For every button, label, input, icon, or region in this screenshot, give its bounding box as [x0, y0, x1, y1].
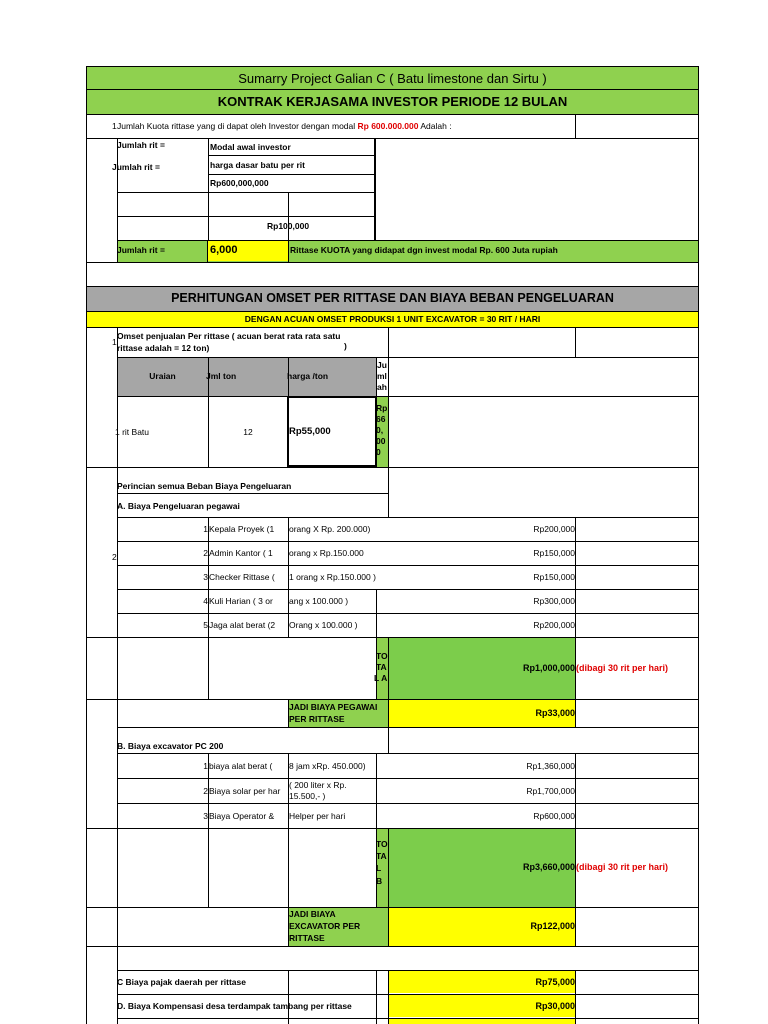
omset-row-jumlah-4: 00	[376, 436, 386, 446]
biaya-d-value: Rp30,000	[535, 1001, 575, 1011]
jadi-b-value: Rp122,000	[530, 921, 575, 931]
a-row-detail: orang X Rp. 200.000)	[289, 524, 371, 534]
omset-header-jumlah-1: Ju	[377, 360, 387, 370]
b-row-detail: 8 jam xRp. 450.000)	[289, 761, 366, 771]
a-row-detail: orang x Rp.150.000	[289, 548, 364, 558]
a-row-value: Rp200,000	[533, 524, 575, 534]
a-row-label: Checker Rittase (	[209, 572, 275, 582]
a-row-number: 2	[203, 548, 208, 558]
section2-title: PERHITUNGAN OMSET PER RITTASE DAN BIAYA BEBAN PENGELUARAN	[171, 291, 614, 305]
omset-row-jumlah-5: 0	[376, 447, 381, 457]
total-b-value: Rp3,660,000	[522, 862, 575, 872]
biaya-d-label: D. Biaya Kompensasi desa terdampak tambang per rittase	[117, 1001, 352, 1011]
total-b-label-1: TO	[376, 839, 388, 849]
jadi-b-label-3: RITTASE	[289, 933, 325, 943]
omset-header-jumlah-3: ah	[377, 382, 387, 392]
b-row-detail: 15.500,- )	[289, 791, 326, 801]
omset-desc-2: rittase adalah = 12 ton)	[117, 343, 210, 353]
total-a-label-2: TA	[376, 662, 387, 672]
a-row-number: 4	[203, 596, 208, 606]
jadi-a-label-1: JADI BIAYA PEGAWAI	[289, 702, 378, 712]
e-value-bg	[389, 1019, 575, 1024]
total-a-value: Rp1,000,000	[522, 663, 575, 673]
kuota-value: 6,000	[210, 244, 238, 256]
total-a-label-3: L A	[374, 673, 388, 683]
a-row-label: Kuli Harian ( 3 or	[209, 596, 273, 606]
biaya-c-value: Rp75,000	[535, 977, 575, 987]
omset-row-jumlah-3: 0,	[376, 425, 384, 435]
modal-label: Modal awal investor	[210, 142, 291, 152]
page-subtitle: KONTRAK KERJASAMA INVESTOR PERIODE 12 BULAN	[217, 94, 568, 109]
a-row-value: Rp150,000	[533, 548, 575, 558]
omset-desc-2b: )	[344, 341, 347, 351]
a-row-detail: ang x 100.000 )	[289, 596, 349, 606]
a-row-detail: Orang x 100.000 )	[289, 620, 358, 630]
b-row-detail: Helper per hari	[289, 811, 346, 821]
biaya-a-title: A. Biaya Pengeluaran pegawai	[117, 501, 240, 511]
jadi-a-label-2: PER RITTASE	[289, 714, 345, 724]
a-row-detail: 1 orang x Rp.150.000 )	[289, 572, 376, 582]
a-row-number: 5	[203, 620, 208, 630]
b-row-value: Rp600,000	[533, 811, 575, 821]
section2-subtitle: DENGAN ACUAN OMSET PRODUKSI 1 UNIT EXCAVATOR = 30 RIT / HARI	[244, 314, 541, 324]
b-row-value: Rp1,700,000	[526, 786, 575, 796]
b-row-value: Rp1,360,000	[526, 761, 575, 771]
s1-desc-amount: Rp 600.000.000	[357, 121, 419, 131]
a-row-label: Jaga alat berat (2	[209, 620, 276, 630]
jumlah-rit-label-2: Jumlah rit =	[112, 162, 160, 172]
b-row-number: 2	[203, 786, 208, 796]
modal-value: Rp600,000,000	[210, 178, 269, 188]
a-row-number: 1	[203, 524, 208, 534]
jadi-b-label-2: EXCAVATOR PER	[289, 921, 361, 931]
omset-row-harga: Rp55,000	[289, 426, 331, 437]
omset-header-jml: Jml ton	[206, 371, 237, 381]
omset-header-harga: harga /ton	[287, 371, 329, 381]
omset-number: 1	[112, 337, 117, 347]
omset-desc-1: Omset penjualan Per rittase ( acuan berat rata rata satu	[117, 331, 341, 341]
total-b-note: (dibagi 30 rit per hari)	[576, 862, 669, 872]
b-row-label: Biaya solar per har	[209, 786, 281, 796]
omset-header-jumlah-2: ml	[377, 371, 387, 381]
total-b-label-4: B	[376, 876, 383, 886]
jadi-b-label-1: JADI BIAYA	[289, 909, 336, 919]
biaya-number: 2	[112, 552, 117, 562]
omset-row-jumlah-2: 66	[376, 414, 386, 424]
a-row-number: 3	[203, 572, 208, 582]
kuota-note: Rittase KUOTA yang didapat dgn invest modal Rp. 600 Juta rupiah	[290, 245, 558, 255]
jadi-a-value: Rp33,000	[535, 708, 575, 718]
biaya-header: Perincian semua Beban Biaya Pengeluaran	[117, 481, 292, 491]
omset-row-jml: 12	[243, 427, 253, 437]
a-row-label: Kepala Proyek (1	[209, 524, 275, 534]
a-row-value: Rp150,000	[533, 572, 575, 582]
b-row-label: Biaya Operator &	[209, 811, 275, 821]
a-row-label: Admin Kantor ( 1	[209, 548, 273, 558]
jumlah-rit-label-1: Jumlah rit =	[117, 140, 165, 150]
b-row-number: 3	[203, 811, 208, 821]
total-a-note: (dibagi 30 rit per hari)	[576, 663, 669, 673]
omset-row-jumlah-1: Rp	[376, 403, 388, 413]
biaya-b-title: B. Biaya excavator PC 200	[117, 741, 224, 751]
s1-desc-text: Jumlah Kuota rittase yang di dapat oleh Investor dengan modal	[117, 121, 358, 131]
omset-header-uraian: Uraian	[149, 371, 176, 381]
a-row-value: Rp300,000	[533, 596, 575, 606]
harga-value: Rp100,000	[267, 221, 310, 231]
b-row-label: biaya alat berat (	[209, 761, 273, 771]
total-b-label-2: TA	[376, 851, 387, 861]
page-title: Sumarry Project Galian C ( Batu limestone dan Sirtu )	[238, 71, 547, 86]
jumlah-rit-label-3: Jumlah rit =	[117, 245, 165, 255]
total-a-label-1: TO	[376, 651, 388, 661]
b-row-number: 1	[203, 761, 208, 771]
total-b-label-3: L	[376, 863, 382, 873]
b-row-detail: ( 200 liter x Rp.	[289, 780, 347, 790]
a-row-value: Rp200,000	[533, 620, 575, 630]
s1-desc-tail: Adalah :	[418, 121, 452, 131]
harga-label: harga dasar batu per rit	[210, 160, 305, 170]
s1-description	[117, 122, 452, 131]
omset-row-uraian: 1 rit Batu	[115, 427, 150, 437]
biaya-c-label: C Biaya pajak daerah per rittase	[117, 977, 246, 987]
s1-number: 1	[112, 121, 117, 131]
